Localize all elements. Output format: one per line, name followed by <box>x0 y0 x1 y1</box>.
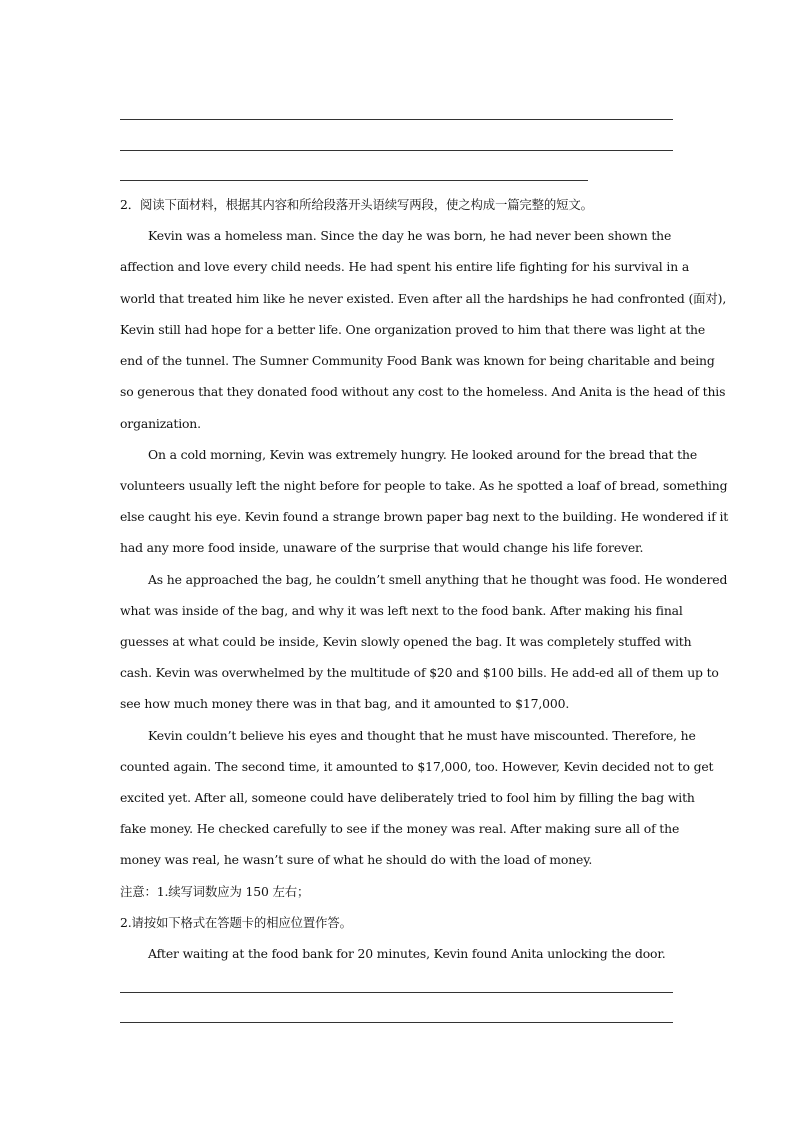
answer-line <box>120 150 673 151</box>
text-line: As he approached the bag, he couldn’t smell anything that he thought was food. He wondered <box>148 572 728 587</box>
text-line: cash. Kevin was overwhelmed by the multitude of $20 and $100 bills. He add-ed all of them up to <box>120 665 719 680</box>
text-line: had any more food inside, unaware of the surprise that would change his life forever. <box>120 540 644 555</box>
answer-line <box>120 119 673 120</box>
text-line: affection and love every child needs. He had spent his entire life fighting for his survival in a <box>120 259 690 274</box>
text-line: fake money. He checked carefully to see if the money was real. After making sure all of the <box>120 821 680 836</box>
text-line: excited yet. After all, someone could have deliberately tried to fool him by filling the bag with <box>120 790 695 805</box>
text-line: On a cold morning, Kevin was extremely hungry. He looked around for the bread that the <box>148 447 698 462</box>
text-line: world that treated him like he never existed. Even after all the hardships he had confronted (面对), <box>120 291 727 306</box>
text-line: else caught his eye. Kevin found a strange brown paper bag next to the building. He wondered if it <box>120 509 729 524</box>
text-line: see how much money there was in that bag, and it amounted to $17,000. <box>120 696 570 711</box>
text-line: volunteers usually left the night before for people to take. As he spotted a loaf of bread, something <box>120 478 728 493</box>
text-line: Kevin still had hope for a better life. One organization proved to him that there was light at the <box>120 322 706 337</box>
writing-line[interactable] <box>120 1022 673 1023</box>
text-line: so generous that they donated food without any cost to the homeless. And Anita is the head of this <box>120 384 726 399</box>
text-line: counted again. The second time, it amounted to $17,000, too. However, Kevin decided not to get <box>120 759 714 774</box>
text-line: organization. <box>120 416 201 431</box>
text-line: money was real, he wasn’t sure of what he should do with the load of money. <box>120 852 593 867</box>
text-line: guesses at what could be inside, Kevin slowly opened the bag. It was completely stuffed with <box>120 634 692 649</box>
text-line: Kevin was a homeless man. Since the day he was born, he had never been shown the <box>148 228 672 243</box>
continuation-starter: After waiting at the food bank for 20 minutes, Kevin found Anita unlocking the door. <box>148 946 666 961</box>
note-word-count: 注意：1.续写词数应为 150 左右； <box>120 884 310 899</box>
note-format: 2.请按如下格式在答题卡的相应位置作答。 <box>120 915 352 930</box>
text-line: what was inside of the bag, and why it was left next to the food bank. After making his final <box>120 603 683 618</box>
writing-line[interactable] <box>120 992 673 993</box>
text-line: end of the tunnel. The Sumner Community Food Bank was known for being charitable and being <box>120 353 715 368</box>
answer-line <box>120 180 588 181</box>
text-line: Kevin couldn’t believe his eyes and thought that he must have miscounted. Therefore, he <box>148 728 696 743</box>
question-header: 2．阅读下面材料，根据其内容和所给段落开头语续写两段，使之构成一篇完整的短文。 <box>120 197 593 212</box>
